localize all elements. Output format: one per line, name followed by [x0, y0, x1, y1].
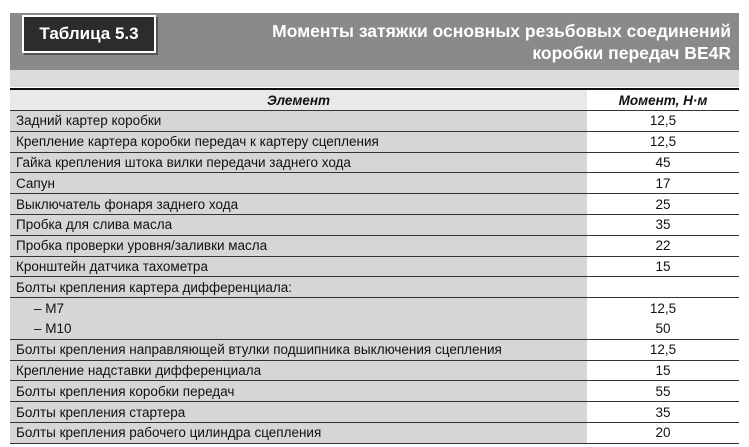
table-title-line-1: Моменты затяжки основных резьбовых соединений	[272, 21, 731, 41]
table-row	[10, 402, 739, 423]
cell-torque: 25	[587, 194, 739, 214]
cell-element: Болты крепления картера дифференциала:	[10, 277, 587, 297]
cell-torque: 12,5	[587, 340, 739, 360]
column-header-torque: Момент, Н·м	[587, 90, 739, 110]
cell-torque: 12,5	[587, 132, 739, 152]
table-row	[10, 361, 739, 382]
cell-element: Пробка проверки уровня/заливки масла	[10, 236, 587, 256]
cell-element: Сапун	[10, 173, 587, 193]
cell-torque: 22	[587, 236, 739, 256]
cell-torque: 17	[587, 173, 739, 193]
column-header-element: Элемент	[10, 90, 587, 110]
cell-torque: 50	[587, 319, 739, 339]
cell-element: Гайка крепления штока вилки передачи заднего хода	[10, 153, 587, 173]
cell-element: Выключатель фонаря заднего хода	[10, 194, 587, 214]
cell-element: Болты крепления коробки передач	[10, 381, 587, 401]
table-row	[10, 194, 739, 215]
cell-element: Крепление надставки дифференциала	[10, 361, 587, 381]
table-title	[191, 20, 731, 64]
cell-element: Кронштейн датчика тахометра	[10, 257, 587, 277]
table-row	[10, 340, 739, 361]
cell-element: Задний картер коробки	[10, 111, 587, 131]
torque-table	[10, 88, 739, 444]
cell-element: Пробка для слива масла	[10, 215, 587, 235]
table-title-line-2: коробки передач BE4R	[532, 43, 731, 63]
table-row	[10, 173, 739, 194]
cell-torque: 15	[587, 257, 739, 277]
cell-element: – М7	[10, 298, 587, 319]
table-row	[10, 215, 739, 236]
table-row	[10, 423, 739, 444]
cell-element: Болты крепления рабочего цилиндра сцепления	[10, 423, 587, 443]
cell-torque: 35	[587, 215, 739, 235]
cell-torque: 55	[587, 381, 739, 401]
table-number-badge: Таблица 5.3	[22, 15, 156, 53]
table-row	[10, 236, 739, 257]
cell-element: – М10	[10, 319, 587, 339]
table-header-row	[10, 90, 739, 111]
cell-torque: 45	[587, 153, 739, 173]
table-row	[10, 257, 739, 278]
cell-torque: 12,5	[587, 111, 739, 131]
cell-torque: 15	[587, 361, 739, 381]
cell-element: Крепление картера коробки передач к картеру сцепления	[10, 132, 587, 152]
table-row	[10, 319, 739, 340]
table-row	[10, 132, 739, 153]
cell-element: Болты крепления направляющей втулки подшипника выключения сцепления	[10, 340, 587, 360]
table-row	[10, 277, 739, 298]
cell-torque: 12,5	[587, 298, 739, 319]
table-row	[10, 298, 739, 319]
cell-element: Болты крепления стартера	[10, 402, 587, 422]
table-header-bar	[10, 13, 739, 70]
table-row	[10, 111, 739, 132]
header-divider-strip	[10, 70, 739, 87]
table-row	[10, 153, 739, 174]
cell-torque: 35	[587, 402, 739, 422]
cell-torque: 20	[587, 423, 739, 443]
cell-torque	[587, 277, 739, 297]
table-row	[10, 381, 739, 402]
